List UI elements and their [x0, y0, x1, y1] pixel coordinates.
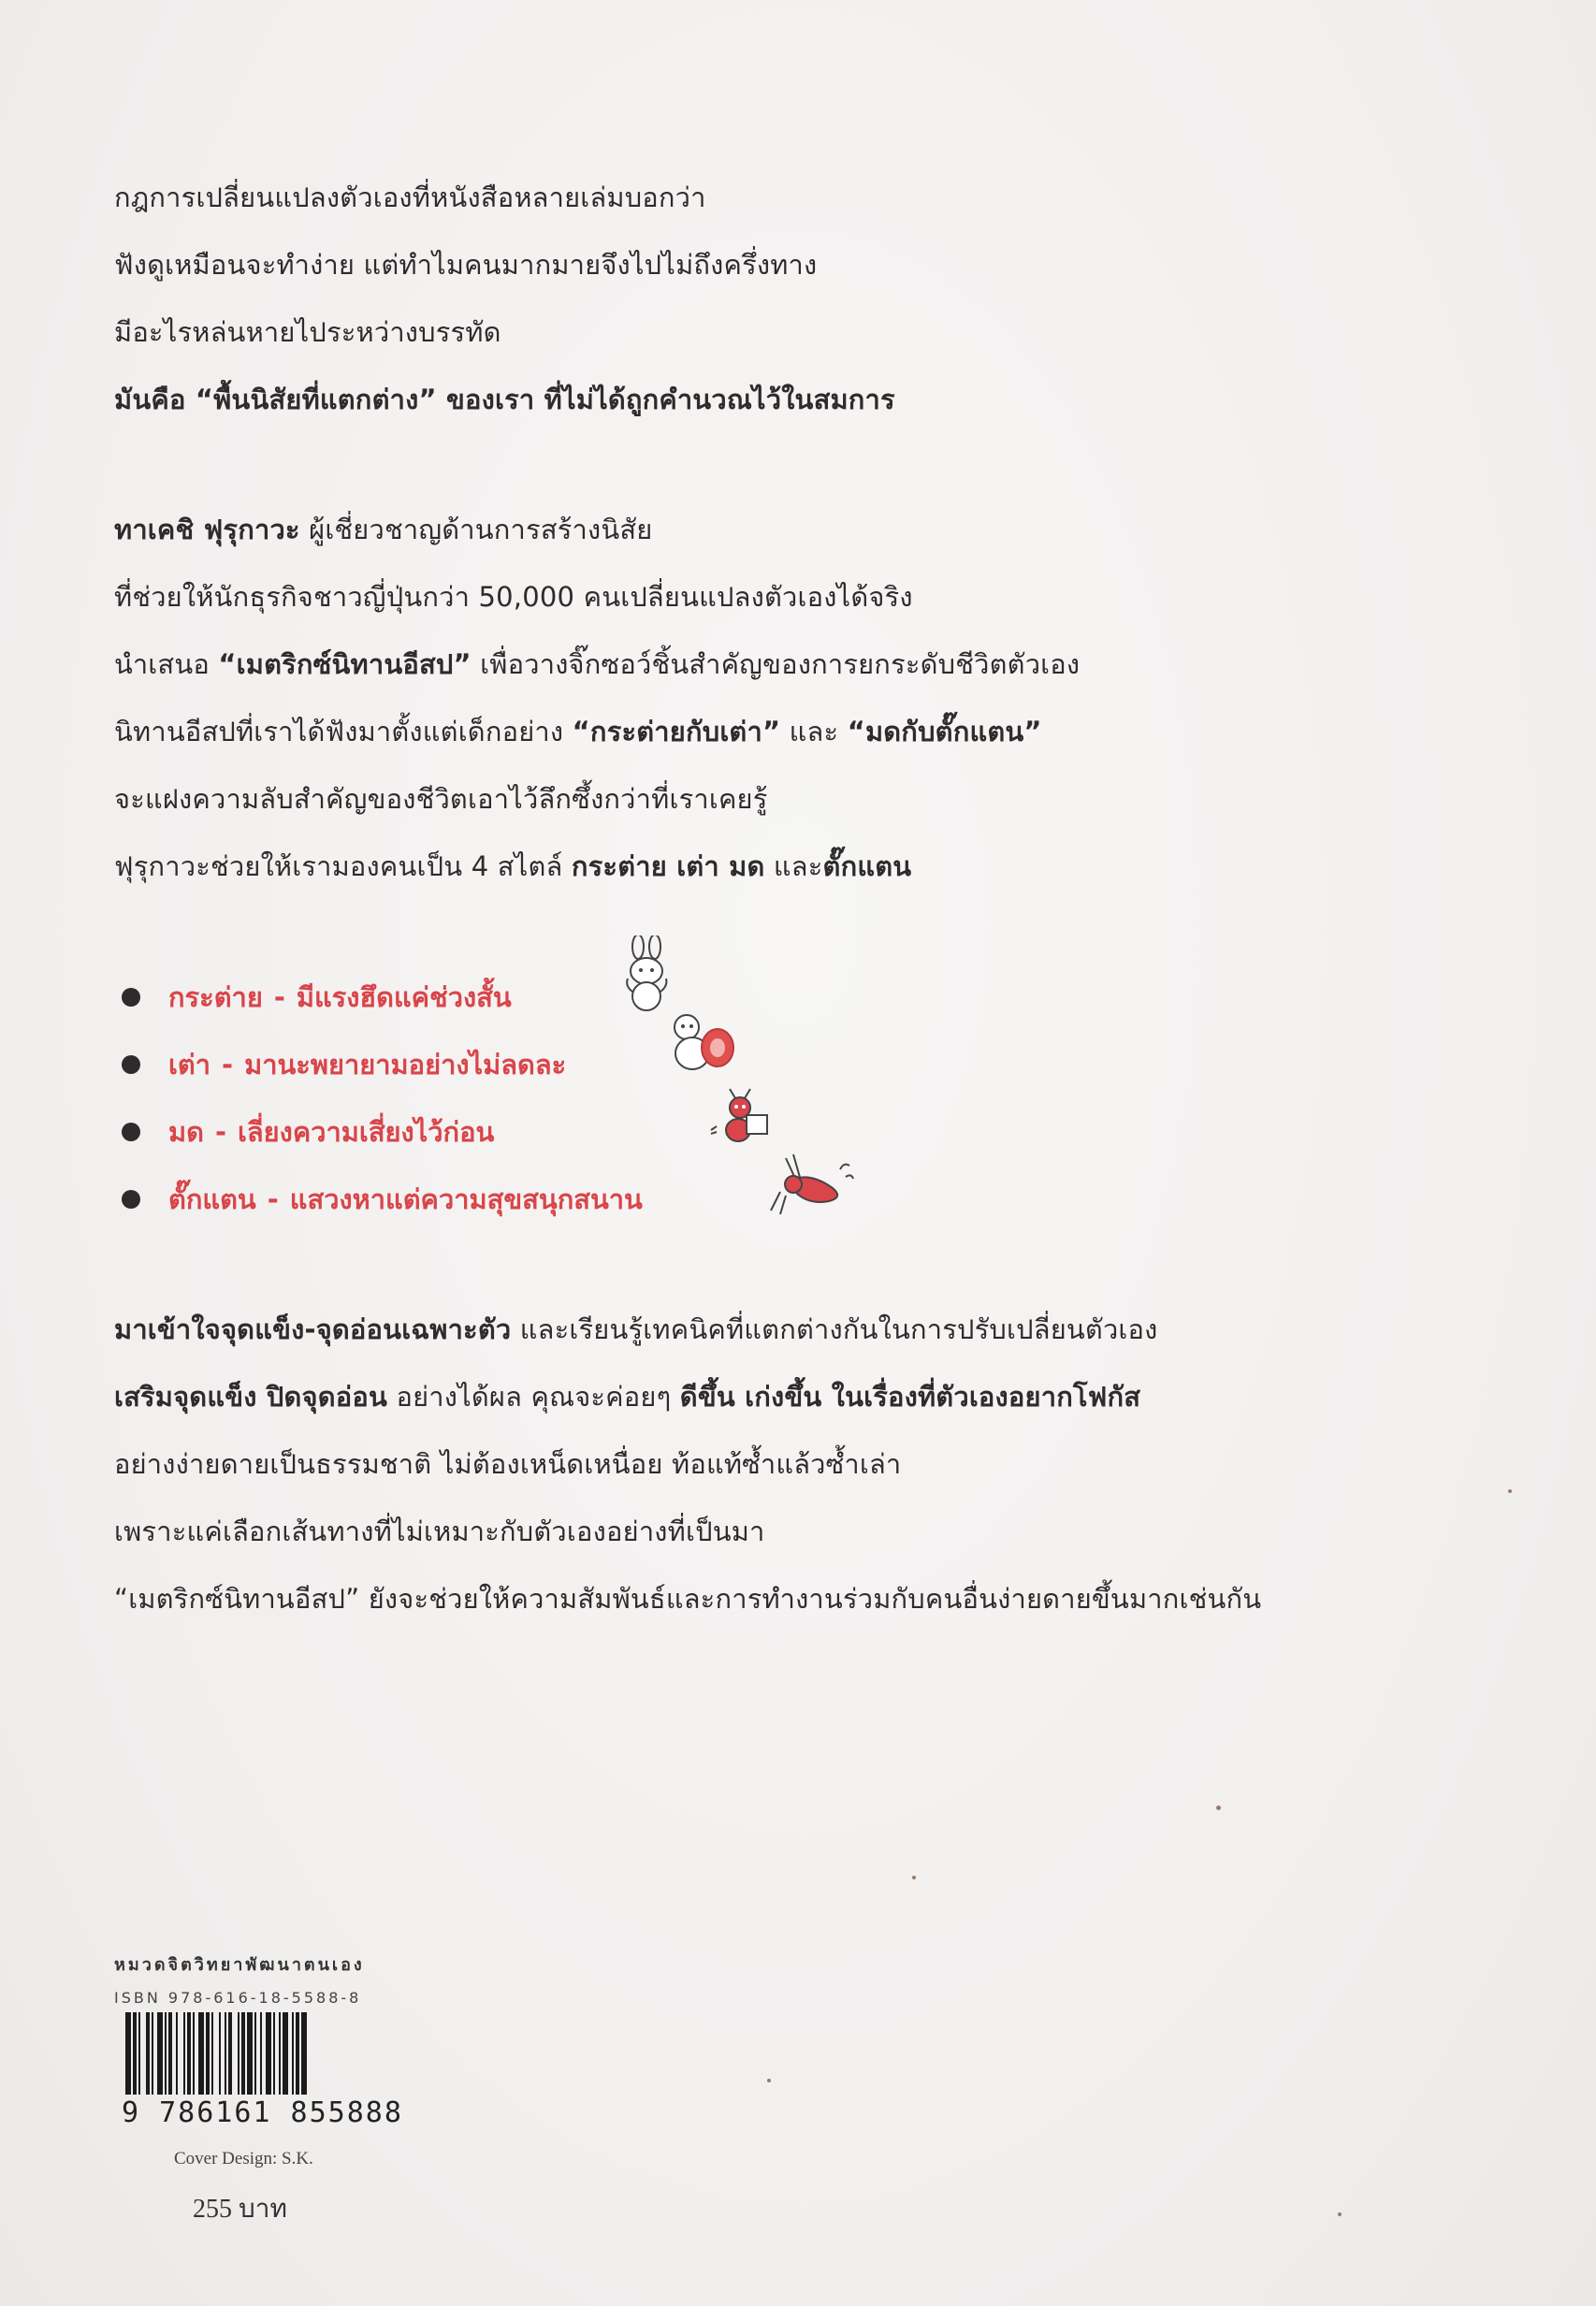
barcode-bar	[225, 2012, 226, 2095]
text-span: ฟังดูเหมือนจะทำง่าย แต่ทำไมคนมากมายจึงไปไม่ถึงครึ่งทาง	[114, 249, 818, 281]
outro-line	[114, 1498, 1261, 1565]
barcode-bars	[114, 2012, 395, 2098]
barcode-bar	[193, 2012, 195, 2095]
barcode-bar	[260, 2012, 262, 2095]
intro-line	[114, 298, 895, 366]
paper-speck	[1338, 2212, 1342, 2216]
barcode-bar	[219, 2012, 221, 2095]
grasshopper-icon	[767, 1151, 861, 1221]
author-line	[114, 631, 1080, 698]
bold-text: กระต่าย เต่า มด	[571, 850, 765, 882]
intro-line	[114, 231, 895, 298]
bullet-icon	[122, 1190, 140, 1209]
style-description: มีแรงฮึดแค่ช่วงสั้น	[296, 981, 512, 1013]
style-name: กระต่าย	[168, 981, 263, 1013]
outro-paragraph	[114, 1296, 1261, 1632]
style-list-item	[114, 1031, 643, 1098]
barcode-bar	[296, 2012, 299, 2095]
paper-speck	[1508, 1489, 1512, 1493]
bold-text: ดีขึ้น เก่งขึ้น ในเรื่องที่ตัวเองอยากโฟกัส	[679, 1381, 1141, 1413]
author-line	[114, 563, 1080, 631]
text-span: อย่างง่ายดายเป็นธรรมชาติ ไม่ต้องเหน็ดเหนื่อย ท้อแท้ซ้ำแล้วซ้ำเล่า	[114, 1448, 902, 1480]
text-span: จะแฝงความลับสำคัญของชีวิตเอาไว้ลึกซึ้งกว่าที่เราเคยรู้	[114, 783, 768, 815]
style-list	[114, 964, 643, 1233]
price-label: 255 บาท	[193, 2195, 287, 2224]
barcode-bar	[168, 2012, 172, 2095]
isbn-text: ISBN 978-616-18-5588-8	[114, 1989, 362, 2007]
bold-text: มันคือ “พื้นนิสัยที่แตกต่าง” ของเรา ที่ไม่ได้ถูกคำนวณไว้ในสมการ	[114, 384, 895, 415]
text-span: ที่ช่วยให้นักธุรกิจชาวญี่ปุ่นกว่า 50,000 คนเปลี่ยนแปลงตัวเองได้จริง	[114, 581, 913, 613]
barcode-bar	[138, 2012, 140, 2095]
style-separator: -	[214, 1116, 226, 1148]
text-span: และเรียนรู้เทคนิคที่แตกต่างกันในการปรับเปลี่ยนตัวเอง	[511, 1313, 1158, 1345]
barcode-bar	[152, 2012, 153, 2095]
barcode-bar	[254, 2012, 256, 2095]
barcode-bar	[247, 2012, 253, 2095]
style-name: ตั๊กแตน	[168, 1183, 256, 1215]
barcode-bar	[146, 2012, 150, 2095]
bullet-icon	[122, 988, 140, 1007]
barcode-bar	[279, 2012, 281, 2095]
text-span: เพื่อวางจิ๊กซอว์ชิ้นสำคัญของการยกระดับชีวิตตัวเอง	[471, 648, 1081, 680]
text-span: “เมตริกซ์นิทานอีสป” ยังจะช่วยให้ความสัมพันธ์และการทำงานร่วมกับคนอื่นง่ายดายขึ้นมากเช่นกัน	[114, 1583, 1262, 1615]
text-span: มีอะไรหล่นหายไประหว่างบรรทัด	[114, 316, 501, 348]
text-span: ผู้เชี่ยวชาญด้านการสร้างนิสัย	[299, 514, 653, 545]
barcode-bar	[266, 2012, 271, 2095]
barcode-bar	[273, 2012, 275, 2095]
intro-line	[114, 366, 895, 433]
rabbit-icon	[616, 935, 681, 1015]
style-separator: -	[267, 1183, 279, 1215]
author-paragraph	[114, 496, 1080, 900]
style-separator: -	[273, 981, 285, 1013]
text-span: นิทานอีสปที่เราได้ฟังมาตั้งแต่เด็กอย่าง	[114, 716, 573, 747]
bold-text: เสริมจุดแข็ง ปิดจุดอ่อน	[114, 1381, 388, 1413]
barcode-bar	[283, 2012, 288, 2095]
paper-speck	[912, 1876, 916, 1879]
barcode-bar	[125, 2012, 131, 2095]
bullet-icon	[122, 1123, 140, 1141]
turtle-icon	[666, 1010, 741, 1076]
style-list-item	[114, 964, 643, 1031]
paper-speck	[767, 2079, 771, 2082]
barcode-bar	[165, 2012, 167, 2095]
author-line	[114, 496, 1080, 563]
style-list-item	[114, 1166, 643, 1233]
text-span: เพราะแค่เลือกเส้นทางที่ไม่เหมาะกับตัวเองอย่างที่เป็นมา	[114, 1516, 765, 1547]
style-description: มานะพยายามอย่างไม่ลดละ	[244, 1049, 567, 1080]
paper-speck	[1216, 1806, 1221, 1810]
barcode-bar	[176, 2012, 178, 2095]
text-span: อย่างได้ผล คุณจะค่อยๆ	[387, 1381, 680, 1413]
barcode-bar	[301, 2012, 307, 2095]
text-span: กฎการเปลี่ยนแปลงตัวเองที่หนังสือหลายเล่มบอกว่า	[114, 181, 706, 213]
barcode-bar	[228, 2012, 232, 2095]
barcode-bar	[187, 2012, 191, 2095]
intro-line	[114, 164, 895, 231]
barcode	[114, 2012, 403, 2134]
bold-text: ตั๊กแตน	[822, 850, 912, 882]
category-label: หมวดจิตวิทยาพัฒนาตนเอง	[114, 1955, 365, 1975]
barcode-bar	[238, 2012, 239, 2095]
author-line	[114, 698, 1080, 765]
intro-paragraph	[114, 164, 895, 433]
outro-line	[114, 1296, 1261, 1363]
style-description: แสวงหาแต่ความสุขสนุกสนาน	[289, 1183, 643, 1215]
outro-line	[114, 1565, 1261, 1632]
style-list-item	[114, 1098, 643, 1166]
text-span: และ	[764, 850, 823, 882]
outro-line	[114, 1430, 1261, 1498]
bold-text: มาเข้าใจจุดแข็ง-จุดอ่อนเฉพาะตัว	[114, 1313, 512, 1345]
bold-text: “กระต่ายกับเต่า”	[572, 716, 781, 747]
bullet-icon	[122, 1055, 140, 1074]
bold-text: ทาเคชิ ฟุรุกาวะ	[114, 514, 300, 545]
barcode-bar	[206, 2012, 210, 2095]
text-span: และ	[780, 716, 848, 747]
style-separator: -	[222, 1049, 234, 1080]
style-description: เลี่ยงความเสี่ยงไว้ก่อน	[238, 1116, 495, 1148]
text-span: ฟุรุกาวะช่วยให้เรามองคนเป็น 4 สไตล์	[114, 850, 572, 882]
style-name: มด	[168, 1116, 204, 1148]
barcode-digits: 9 786161 855888	[122, 2096, 403, 2129]
bold-text: “เมตริกซ์นิทานอีสป”	[218, 648, 472, 680]
book-metadata	[114, 1951, 403, 2229]
barcode-bar	[157, 2012, 163, 2095]
barcode-bar	[183, 2012, 185, 2095]
bold-text: “มดกับตั๊กแตน”	[847, 716, 1042, 747]
style-name: เต่า	[168, 1049, 211, 1080]
barcode-bar	[241, 2012, 245, 2095]
cover-design-credit: Cover Design: S.K.	[174, 2149, 313, 2168]
author-line	[114, 765, 1080, 833]
barcode-bar	[198, 2012, 204, 2095]
author-line	[114, 833, 1080, 900]
barcode-bar	[133, 2012, 137, 2095]
barcode-bar	[211, 2012, 213, 2095]
barcode-bar	[292, 2012, 294, 2095]
outro-line	[114, 1363, 1261, 1430]
text-span: นำเสนอ	[114, 648, 219, 680]
ant-icon	[707, 1085, 782, 1151]
